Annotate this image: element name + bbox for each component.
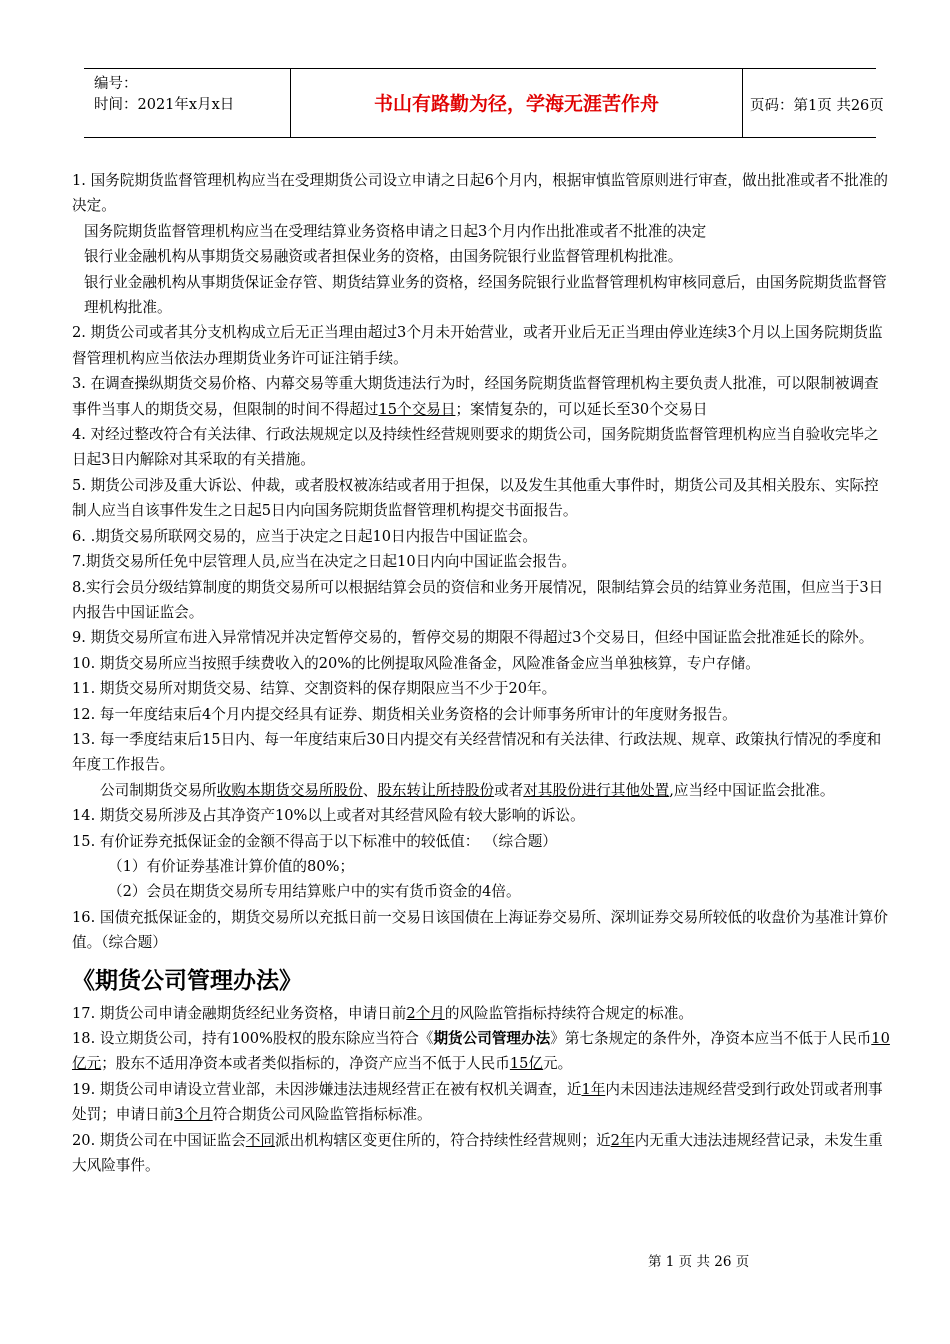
paragraph: 9. 期货交易所宣布进入异常情况并决定暂停交易的，暂停交易的期限不得超过3个交易日，但经中国证监会批准延长的除外。 — [72, 629, 874, 647]
underlined-term: 对其股份进行其他处置 — [523, 781, 670, 799]
paragraph: 19. 期货公司申请设立营业部，未因涉嫌违法违规经营正在被有权机关调查，近1年内未因违法违规经营受到行政处罚或者刑事处罚；申请日前3个月符合期货公司风险监管指标标准。 — [72, 1080, 883, 1124]
list-item: （2）会员在期货交易所专用结算账户中的实有货币资金的4倍。 — [108, 883, 521, 901]
paragraph: 国务院期货监督管理机构应当在受理结算业务资格申请之日起3个月内作出批准或者不批准的决定 — [84, 222, 707, 240]
underlined-term: 不同 — [245, 1131, 275, 1149]
paragraph: 10. 期货交易所应当按照手续费收入的20%的比例提取风险准备金，风险准备金应当单独核算，专户存储。 — [72, 654, 760, 672]
paragraph: 3. 在调查操纵期货交易价格、内幕交易等重大期货违法行为时，经国务院期货监督管理机构主要负责人批准，可以限制被调查事件当事人的期货交易，但限制的时间不得超过15个交易日；案情复杂的，可以延长至30个交易日 — [72, 375, 879, 418]
paragraph: 6. .期货交易所联网交易的，应当于决定之日起10日内报告中国证监会。 — [72, 527, 537, 545]
paragraph: 7.期货交易所任免中层管理人员,应当在决定之日起10日内向中国证监会报告。 — [72, 553, 577, 571]
header-info-cell — [84, 69, 290, 137]
paragraph: 15. 有价证券充抵保证金的金额不得高于以下标准中的较低值： （综合题） — [72, 832, 557, 850]
page-footer: 第 1 页 共 26 页 — [648, 1254, 750, 1270]
underlined-term: 10亿元 — [72, 1030, 890, 1073]
paragraph: 16. 国债充抵保证金的，期货交易所以充抵日前一交易日该国债在上海证券交易所、深圳证券交易所较低的收盘价为基准计算价值。（综合题） — [72, 908, 888, 952]
paragraph: 2. 期货公司或者其分支机构成立后无正当理由超过3个月未开始营业，或者开业后无正当理由停业连续3个月以上国务院期货监督管理机构应当依法办理期货业务许可证注销手续。 — [72, 324, 883, 367]
paragraph: 17. 期货公司申请金融期货经纪业务资格，申请日前2个月的风险监管指标持续符合规定的标准。 — [72, 1004, 693, 1022]
paragraph: 银行业金融机构从事期货保证金存管、期货结算业务的资格，经国务院银行业监督管理机构审核同意后，由国务院期货监督管理机构批准。 — [84, 273, 887, 317]
paragraph: 5. 期货公司涉及重大诉讼、仲裁，或者股权被冻结或者用于担保，以及发生其他重大事件时，期货公司及其相关股东、实际控制人应当自该事件发生之日起5日内向国务院期货监督管理机构提交书面报告。 — [72, 476, 879, 520]
underlined-term: 15亿 — [509, 1055, 544, 1073]
paragraph: 18. 设立期货公司，持有100%股权的股东除应当符合《期货公司管理办法》第七条规定的条件外，净资本应当不低于人民币10亿元；股东不适用净资本或者类似指标的，净资产应当不低于人民币15亿元。 — [72, 1030, 890, 1073]
paragraph: 13. 每一季度结束后15日内、每一年度结束后30日内提交有关经营情况和有关法律、行政法规、规章、政策执行情况的季度和年度工作报告。 — [72, 730, 882, 774]
underlined-term: 1年 — [581, 1080, 606, 1098]
list-item: （1）有价证券基准计算价值的80%； — [108, 857, 355, 875]
paragraph: 12. 每一年度结束后4个月内提交经具有证券、期货相关业务资格的会计师事务所审计的年度财务报告。 — [72, 705, 737, 723]
document-body — [72, 168, 892, 1178]
underlined-term: 收购本期货交易所股份 — [216, 781, 363, 799]
paragraph: 公司制期货交易所收购本期货交易所股份、股东转让所持股份或者对其股份进行其他处置,应当经中国证监会批准。 — [100, 781, 835, 799]
motto-text: 书山有路勤为径，学海无涯苦作舟 — [373, 93, 659, 115]
paragraph: 20. 期货公司在中国证监会不同派出机构辖区变更住所的，符合持续性经营规则；近2年内无重大违法违规经营记录，未发生重大风险事件。 — [72, 1131, 883, 1175]
paragraph: 1. 国务院期货监督管理机构应当在受理期货公司设立申请之日起6个月内，根据审慎监管原则进行审查，做出批准或者不批准的决定。 — [72, 172, 888, 215]
paragraph: 4. 对经过整改符合有关法律、行政法规规定以及持续性经营规则要求的期货公司，国务院期货监督管理机构应当自验收完毕之日起3日内解除对其采取的有关措施。 — [72, 426, 879, 469]
header-table — [84, 68, 884, 138]
paragraph: 银行业金融机构从事期货交易融资或者担保业务的资格，由国务院银行业监督管理机构批准。 — [84, 248, 683, 266]
header-page-cell — [742, 69, 884, 137]
number-label: 编号： — [94, 76, 138, 92]
time-label: 时间：2021年x月x日 — [94, 97, 235, 113]
page-label: 页码：第1页 共26页 — [750, 98, 884, 114]
underlined-term: 股东转让所持股份 — [377, 781, 495, 799]
underlined-term: 15个交易日 — [378, 400, 456, 418]
paragraph: 11. 期货交易所对期货交易、结算、交割资料的保存期限应当不少于20年。 — [72, 680, 557, 698]
underlined-term: 3个月 — [174, 1106, 213, 1124]
section-title: 《期货公司管理办法》 — [72, 967, 302, 994]
underlined-term: 2个月 — [406, 1004, 445, 1022]
paragraph: 8.实行会员分级结算制度的期货交易所可以根据结算会员的资信和业务开展情况，限制结算会员的结算业务范围，但应当于3日内报告中国证监会。 — [72, 578, 884, 621]
paragraph: 14. 期货交易所涉及占其净资产10%以上或者对其经营风险有较大影响的诉讼。 — [72, 807, 585, 825]
bold-term: 期货公司管理办法 — [433, 1030, 551, 1047]
header-motto-cell — [290, 69, 743, 137]
underlined-term: 2年 — [610, 1131, 635, 1149]
